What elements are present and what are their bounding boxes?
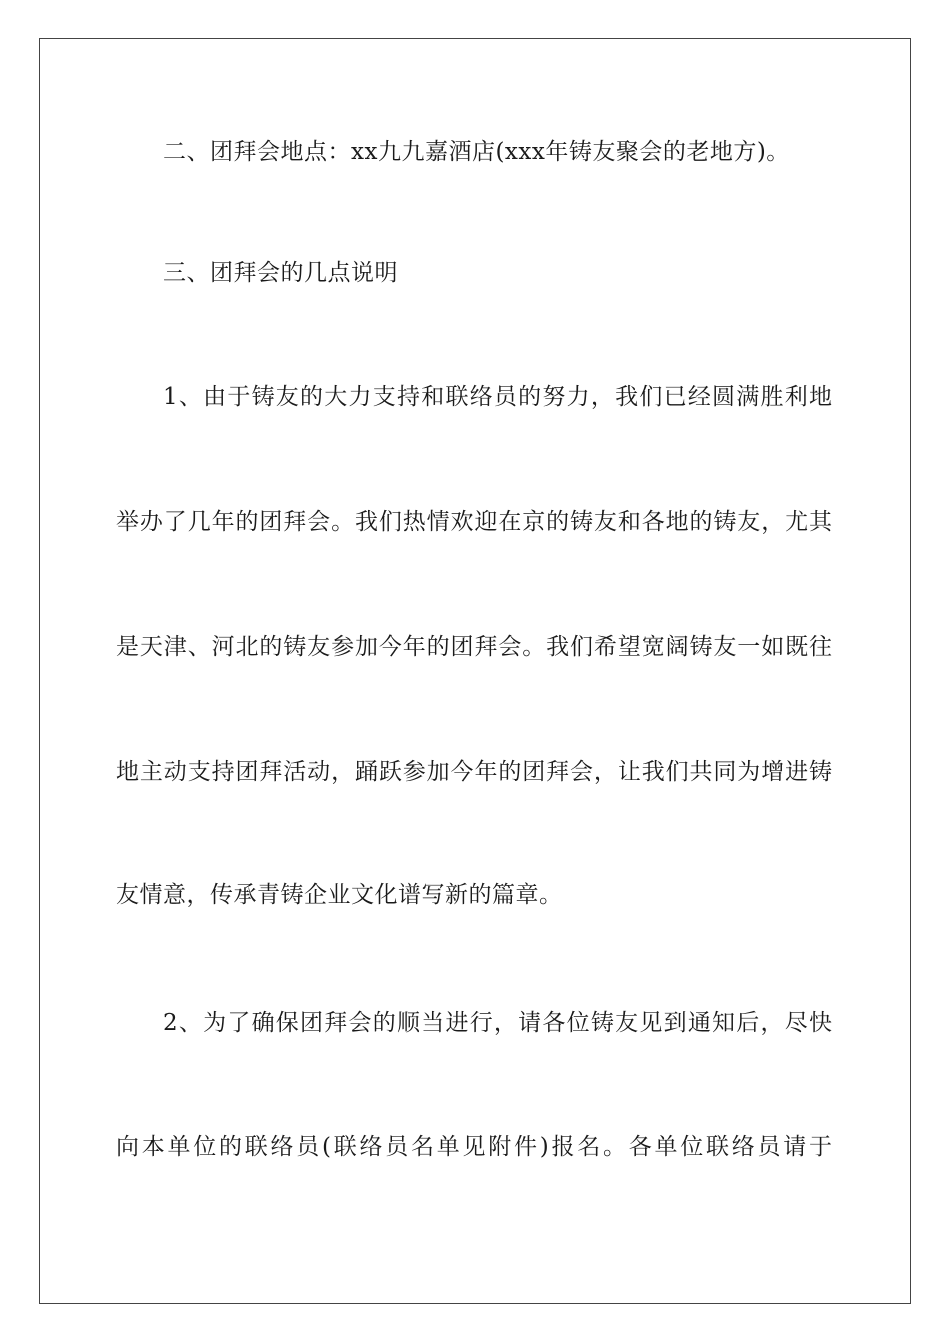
- paragraph-1-line-1: 1、由于铸友的大力支持和联络员的努力，我们已经圆满胜利地: [163, 384, 832, 410]
- paragraph-1-line-3: 是天津、河北的铸友参加今年的团拜会。我们希望宽阔铸友一如既往: [116, 634, 832, 660]
- paragraph-1-line-5: 友情意，传承青铸企业文化谱写新的篇章。: [116, 882, 563, 908]
- paragraph-2-line-1: 2、为了确保团拜会的顺当进行，请各位铸友见到通知后，尽快: [163, 1010, 832, 1036]
- page-border: [39, 38, 911, 1304]
- section-heading-notes: 三、团拜会的几点说明: [163, 260, 398, 286]
- paragraph-2-line-2: 向本单位的联络员(联络员名单见附件)报名。各单位联络员请于: [116, 1134, 832, 1160]
- paragraph-1-line-2: 举办了几年的团拜会。我们热情欢迎在京的铸友和各地的铸友，尤其: [116, 509, 832, 535]
- section-heading-location: 二、团拜会地点：xx九九嘉酒店(xxx年铸友聚会的老地方)。: [163, 139, 790, 165]
- paragraph-1-line-4: 地主动支持团拜活动，踊跃参加今年的团拜会，让我们共同为增进铸: [116, 759, 832, 785]
